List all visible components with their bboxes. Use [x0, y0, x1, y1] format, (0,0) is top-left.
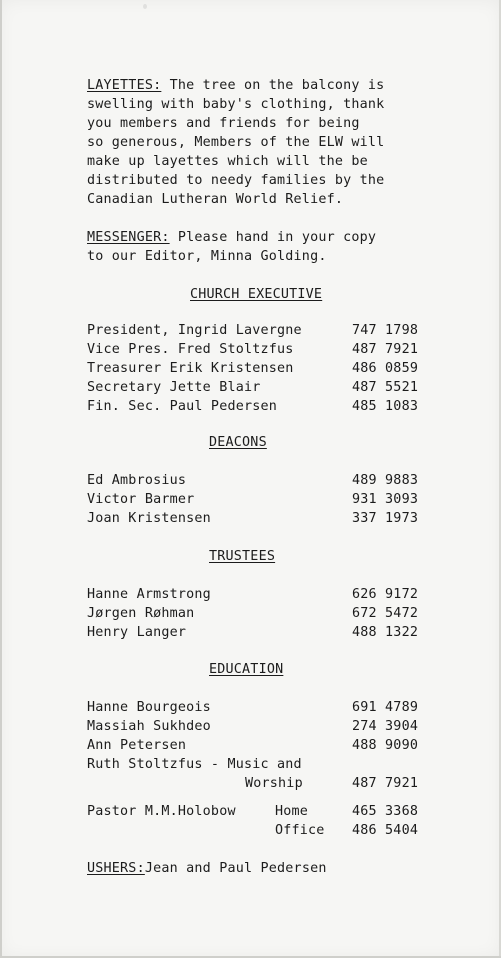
messenger-line-2: to our Editor, Minna Golding.	[87, 249, 327, 264]
education-name: Massiah Sukhdeo	[87, 719, 211, 734]
layettes-line-6: distributed to needy families by the	[87, 173, 385, 188]
executive-name: Treasurer Erik Kristensen	[87, 361, 294, 376]
executive-name: Fin. Sec. Paul Pedersen	[87, 399, 278, 414]
messenger-line-1: MESSENGER: Please hand in your copy	[87, 230, 377, 245]
education-phone: 488 9090	[352, 738, 419, 753]
executive-name: Secretary Jette Blair	[87, 380, 261, 395]
ushers-label: USHERS:	[87, 861, 145, 876]
deacon-phone: 489 9883	[352, 473, 419, 488]
deacon-name: Ed Ambrosius	[87, 473, 187, 488]
deacon-name: Victor Barmer	[87, 492, 195, 507]
page-edge-left	[0, 0, 2, 958]
deacons-heading: DEACONS	[209, 435, 267, 450]
education-heading: EDUCATION	[209, 662, 284, 677]
ink-speck	[143, 4, 147, 9]
executive-phone: 747 1798	[352, 323, 419, 338]
layettes-line-7: Canadian Lutheran World Relief.	[87, 192, 344, 207]
education-phone: 691 4789	[352, 700, 419, 715]
executive-phone: 486 0859	[352, 361, 419, 376]
trustee-name: Hanne Armstrong	[87, 587, 211, 602]
layettes-label: LAYETTES:	[87, 78, 162, 93]
executive-phone: 485 1083	[352, 399, 419, 414]
trustee-phone: 626 9172	[352, 587, 419, 602]
ushers-line	[87, 859, 327, 878]
ushers-names: Jean and Paul Pedersen	[144, 861, 327, 876]
layettes-line-1: LAYETTES: The tree on the balcony is	[87, 78, 385, 93]
education-name: Ruth Stoltzfus - Music and	[87, 757, 302, 772]
trustee-name: Jørgen Røhman	[87, 606, 195, 621]
executive-name: President, Ingrid Lavergne	[87, 323, 302, 338]
layettes-line-4: so generous, Members of the ELW will	[87, 135, 385, 150]
layettes-line-5: make up layettes which will the be	[87, 154, 368, 169]
pastor-name: Pastor M.M.Holobow	[87, 804, 236, 819]
pastor-home-label: Home	[275, 804, 309, 819]
education-name-continued: Worship	[245, 776, 303, 791]
pastor-home-phone: 465 3368	[352, 804, 419, 819]
executive-name: Vice Pres. Fred Stoltzfus	[87, 342, 294, 357]
deacon-phone: 931 3093	[352, 492, 419, 507]
executive-phone: 487 5521	[352, 380, 419, 395]
trustees-heading: TRUSTEES	[209, 549, 276, 564]
pastor-office-label: Office	[275, 823, 325, 838]
executive-heading: CHURCH EXECUTIVE	[190, 287, 323, 302]
deacon-phone: 337 1973	[352, 511, 419, 526]
education-name: Hanne Bourgeois	[87, 700, 211, 715]
education-phone: 274 3904	[352, 719, 419, 734]
education-name: Ann Petersen	[87, 738, 187, 753]
trustee-name: Henry Langer	[87, 625, 187, 640]
deacon-name: Joan Kristensen	[87, 511, 211, 526]
messenger-label: MESSENGER:	[87, 230, 170, 245]
trustee-phone: 488 1322	[352, 625, 419, 640]
executive-phone: 487 7921	[352, 342, 419, 357]
trustee-phone: 672 5472	[352, 606, 419, 621]
layettes-line-2: swelling with baby's clothing, thank	[87, 97, 385, 112]
education-phone: 487 7921	[352, 776, 419, 791]
pastor-office-phone: 486 5404	[352, 823, 419, 838]
layettes-line-3: you members and friends for being	[87, 116, 360, 131]
